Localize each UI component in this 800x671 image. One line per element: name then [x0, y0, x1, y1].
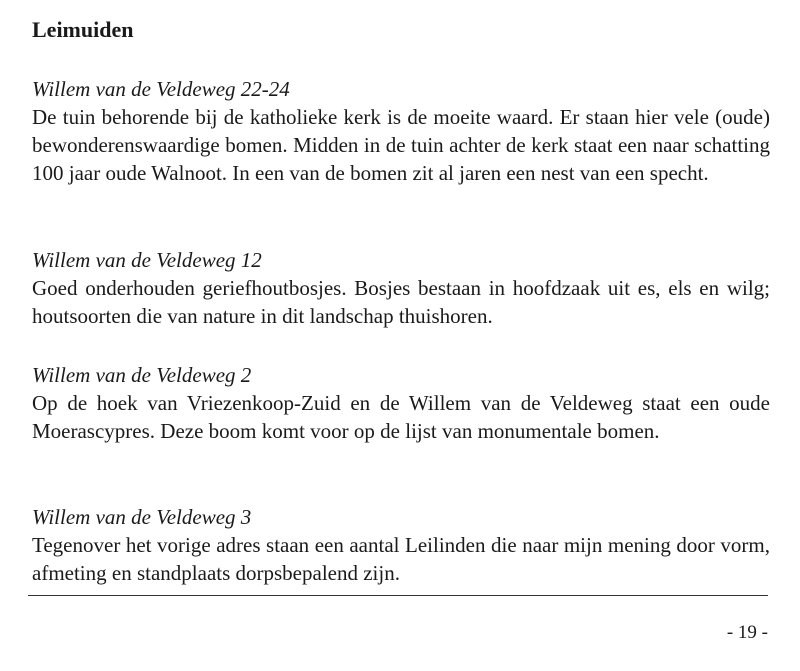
entry-text: Goed onderhouden geriefhoutbosjes. Bosjes bestaan in hoofdzaak uit es, els en wilg; houtsoorten die van nature in dit landschap thuishoren. [32, 276, 770, 328]
entry-text: Tegenover het vorige adres staan een aantal Leilinden die naar mijn mening door vorm, afmeting en standplaats dorpsbepalend zijn. [32, 533, 770, 585]
footer-divider [28, 595, 768, 596]
document-page [32, 0, 772, 671]
page-number: - 19 - [726, 622, 768, 643]
entry-title: Willem van de Veldeweg 2 [32, 363, 252, 387]
entry [32, 503, 770, 587]
entry-title: Willem van de Veldeweg 22-24 [32, 77, 290, 101]
entry [32, 361, 770, 445]
entry-title: Willem van de Veldeweg 3 [32, 505, 252, 529]
entry [32, 75, 770, 187]
entry-title: Willem van de Veldeweg 12 [32, 248, 262, 272]
entry-text: Op de hoek van Vriezenkoop-Zuid en de Willem van de Veldeweg staat een oude Moerascypres. Deze boom komt voor op de lijst van monumentale bomen. [32, 391, 770, 443]
entry-text: De tuin behorende bij de katholieke kerk is de moeite waard. Er staan hier vele (oude) bewonderenswaardige bomen. Midden in de tuin achter de kerk staat een naar schatting 100 jaar oude Walnoot. In een van de bomen zit al jaren een nest van een specht. [32, 105, 770, 185]
entry [32, 246, 770, 330]
page-heading: Leimuiden [32, 17, 134, 42]
